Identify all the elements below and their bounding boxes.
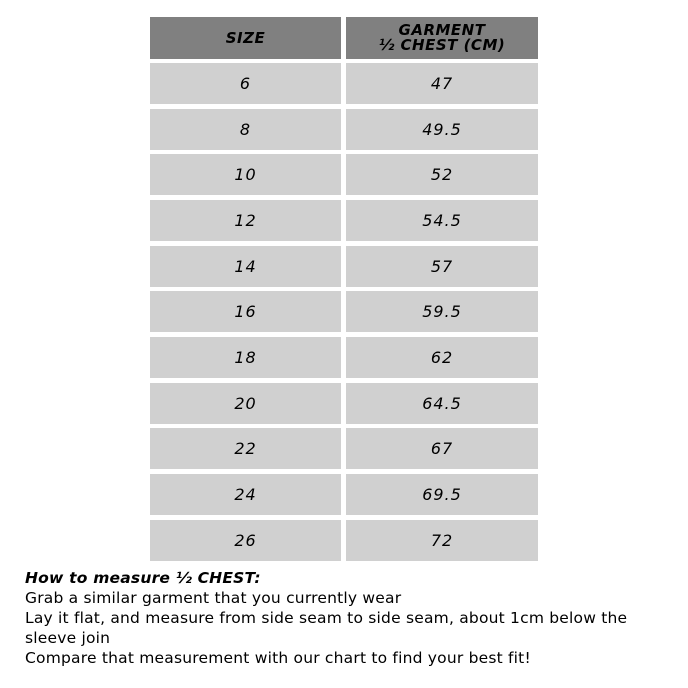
chest-cell: 49.5 [346,109,538,150]
chest-cell: 59.5 [346,291,538,332]
chest-cell: 64.5 [346,383,538,424]
chest-header-line1: GARMENT [398,21,486,39]
size-cell: 6 [150,63,341,104]
instructions-heading: How to measure ½ CHEST: [25,569,261,587]
table-row [150,474,538,515]
chest-cell: 54.5 [346,200,538,241]
size-cell: 8 [150,109,341,150]
chest-cell: 62 [346,337,538,378]
chest-cell: 52 [346,154,538,195]
table-row [150,520,538,561]
table-row [150,291,538,332]
size-cell: 24 [150,474,341,515]
chest-cell: 72 [346,520,538,561]
table-body [150,63,538,561]
chest-cell: 69.5 [346,474,538,515]
size-chart-table [150,17,538,565]
table-row [150,63,538,104]
table-row [150,428,538,469]
size-header-label: SIZE [225,28,266,47]
size-cell: 20 [150,383,341,424]
instruction-step: Grab a similar garment that you currently wear [25,589,402,607]
measure-instructions [25,568,675,668]
table-row [150,337,538,378]
chest-cell: 57 [346,246,538,287]
table-row [150,383,538,424]
size-column-header [150,17,341,59]
size-cell: 12 [150,200,341,241]
size-cell: 10 [150,154,341,195]
table-row [150,246,538,287]
chest-cell: 47 [346,63,538,104]
size-cell: 22 [150,428,341,469]
instruction-step: Lay it flat, and measure from side seam to side seam, about 1cm below the sleeve join [25,609,628,647]
chest-cell: 67 [346,428,538,469]
table-row [150,200,538,241]
chest-column-header [346,17,538,59]
table-row [150,154,538,195]
instruction-step: Compare that measurement with our chart to find your best fit! [25,649,531,667]
table-row [150,109,538,150]
chest-header-line2: ½ CHEST (CM) [378,36,506,54]
size-cell: 18 [150,337,341,378]
size-cell: 26 [150,520,341,561]
size-cell: 16 [150,291,341,332]
table-header-row [150,17,538,59]
size-cell: 14 [150,246,341,287]
